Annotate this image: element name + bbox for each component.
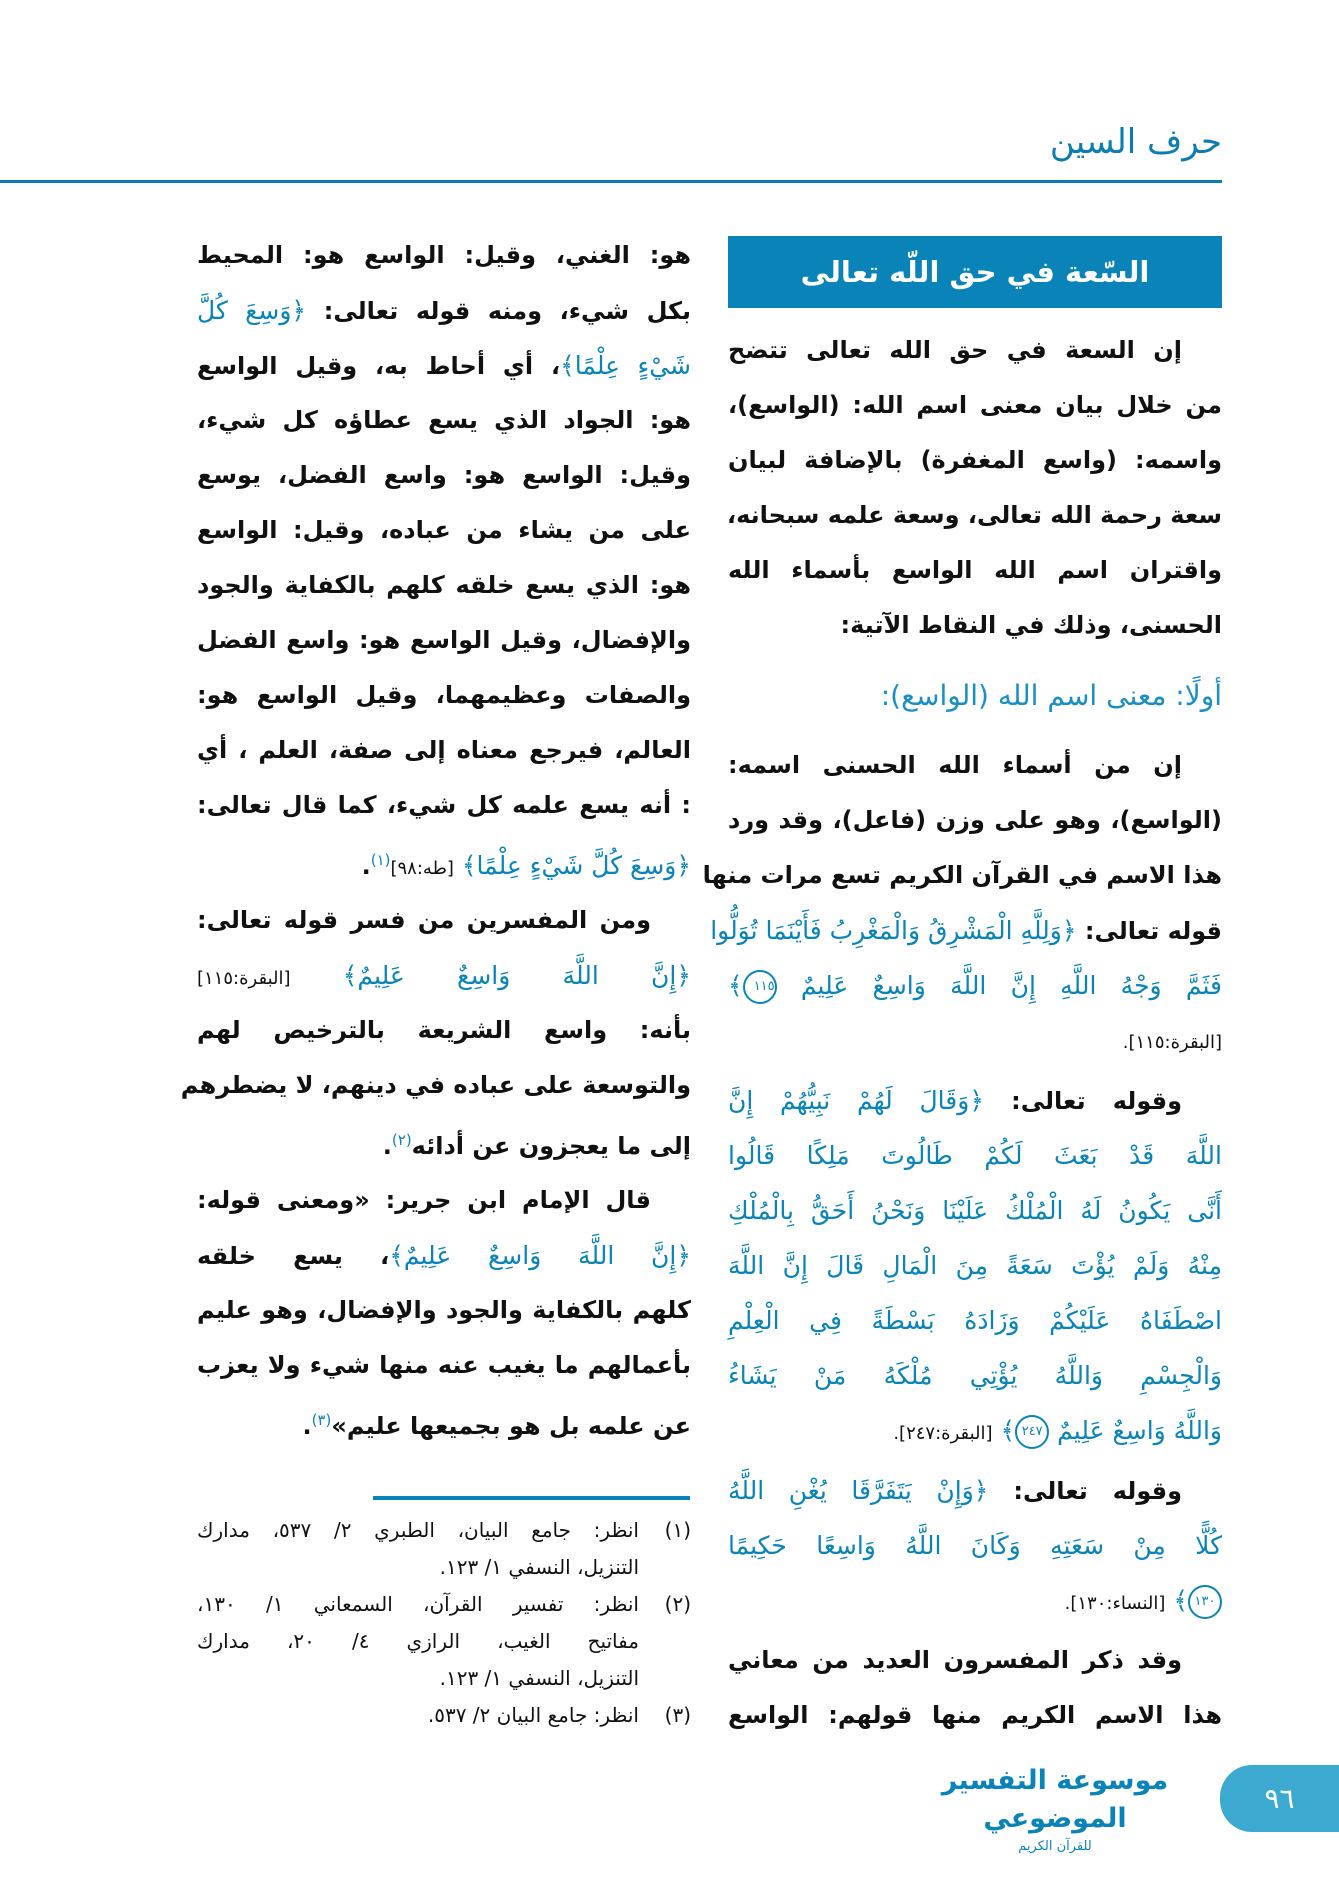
quran-verse: ﴿إِنَّ اللَّهَ وَاسِعٌ عَلِيمٌ﴾ [290,961,691,990]
text-run: . [302,1412,312,1440]
paragraph [702,738,1222,1068]
footnote-divider [373,1496,690,1500]
paragraph [728,323,1222,653]
right-column [702,236,1222,1748]
text-run: . [361,852,371,880]
text-run: وقيل: الواسع هو: واسع الفضل، يوسع [197,461,691,489]
quran-verse: ﴾ [728,971,743,1000]
text-run: وقد ذكر المفسرون العديد من معاني [728,1646,1182,1674]
text-run: هذا الاسم الكريم منها قولهم: الواسع [728,1701,1222,1729]
text-run: والتوسعة على عباده في دينهم، لا يضطرهم [180,1071,691,1099]
text-run: إلى ما يعجزون عن أدائه [411,1132,691,1160]
text-run: واسمه: (واسع المغفرة) بالإضافة لبيان [728,446,1222,474]
paragraph [728,1463,1222,1628]
text-run: . [382,1132,392,1160]
text-line [197,338,691,393]
text-run: ، يسع خلقه [197,1242,390,1270]
text-line [728,793,1222,848]
text-line [197,613,691,668]
text-line [197,833,691,888]
quran-verse: أَنَّى يَكُونُ لَهُ الْمُلْكُ عَلَيْنَا وَنَحْنُ أَحَقُّ بِالْمُلْكِ [728,1196,1222,1225]
verse-reference: [البقرة:٢٤٧]. [893,1423,993,1444]
text-line [197,1338,691,1393]
text-line [728,1518,1222,1573]
text-line [728,323,1222,378]
quran-verse: ﴿إِنَّ اللَّهَ وَاسِعٌ عَلِيمٌ﴾ [389,1241,691,1270]
footnote-line: التنزيل، النسفي ١/ ١٢٣. [439,1666,639,1690]
left-column-body [180,228,692,1448]
section-heading: أولًا: معنى اسم الله (الواسع): [880,679,1222,712]
quran-verse: اصْطَفَاهُ عَلَيْكُمْ وَزَادَهُ بَسْطَةً فِي الْعِلْمِ [728,1306,1222,1335]
text-run: العالم، فيرجع معناه إلى صفة، العلم ، أي [197,736,691,764]
text-run: هو: الذي يسع خلقه كلهم بالكفاية والجود [197,571,691,599]
text-line [728,1293,1222,1348]
text-line [728,1183,1222,1238]
text-line [728,1238,1222,1293]
paragraph [728,1633,1222,1743]
quran-verse: وَالْجِسْمِ وَاللَّهُ يُؤْتِي مُلْكَهُ مَنْ يَشَاءُ [728,1361,1222,1390]
footnotes [197,1512,691,1734]
footnote-line: التنزيل، النسفي ١/ ١٢٣. [439,1555,639,1579]
text-run: كلهم بالكفاية والجود والإفضال، وهو عليم [197,1296,691,1324]
text-line [197,228,691,283]
text-line [728,488,1222,543]
paragraph [728,1073,1222,1458]
text-run: والإفضال، وقيل الواسع هو: واسع الفضل [197,626,691,654]
text-line [728,543,1222,598]
text-line [728,378,1222,433]
quran-verse: شَيْءٍ عِلْمًا﴾ [560,351,692,380]
text-line [197,668,691,723]
text-run: سعة رحمة الله تعالى، وسعة علمه سبحانه، [726,501,1222,529]
quran-verse: ﴿وَسِعَ كُلَّ [197,296,307,325]
verse-reference: [طه:٩٨] [390,858,454,879]
text-run: : أنه يسع علمه كل شيء، كما قال تعالى: [197,791,691,819]
text-line [728,958,1222,1013]
text-line [197,503,691,558]
logo-text: موسوعة التفسير الموضوعي [941,1765,1169,1834]
right-column-body [702,323,1222,1743]
quran-verse: ﴿وَقَالَ لَهُمْ نَبِيُّهُمْ إِنَّ [728,1086,984,1115]
verse-reference: [النساء:١٣٠]. [1064,1593,1166,1614]
text-line [728,1128,1222,1183]
footnote [197,1697,691,1734]
text-line [728,1403,1222,1458]
text-line [197,558,691,613]
text-run: هذا الاسم في القرآن الكريم تسع مرات منها [702,861,1222,889]
text-line [728,1633,1222,1688]
footnote-marker[interactable]: (٣) [311,1411,332,1429]
text-line [197,1393,691,1448]
series-logo [930,1762,1180,1856]
footnote-line: انظر: جامع البيان ٢/ ٥٣٧. [427,1703,639,1727]
footnote-marker[interactable]: (٢) [391,1131,412,1149]
verse-reference: [البقرة:١١٥]. [1122,1032,1222,1053]
text-run: عن علمه بل هو بجميعها عليم» [331,1412,691,1440]
text-line [728,1013,1222,1068]
footnote-line: انظر: تفسير القرآن، السمعاني ١/ ١٣٠، [197,1592,639,1616]
text-line [197,393,691,448]
footnote-marker[interactable]: (١) [370,851,391,869]
page-number: ٩٦ [1264,1782,1295,1815]
text-run: إن السعة في حق الله تعالى تتضح [728,336,1182,364]
text-run: بأعمالهم ما يغيب عنه منها شيء ولا يعزب [197,1351,691,1379]
footnote-line: مفاتيح الغيب، الرازي ٤/ ٢٠، مدارك [197,1629,639,1653]
quran-verse: ﴾ [1165,1586,1188,1615]
quran-verse: ﴿وَإِنْ يَتَفَرَّقَا يُغْنِ اللَّهُ [728,1476,989,1505]
text-run: والصفات وعظيمهما، وقيل الواسع هو: [197,681,691,709]
text-run: بكل شيء، ومنه قوله تعالى: [306,297,691,325]
verse-reference: [البقرة:١١٥] [197,968,291,989]
text-line [728,598,1222,653]
text-line [197,448,691,503]
text-line [180,1058,691,1113]
text-line [728,1463,1222,1518]
quran-verse: ﴾ [992,1416,1016,1445]
text-line [197,1173,691,1228]
text-line [197,1283,691,1338]
quran-verse: كُلًّا مِنْ سَعَتِهِ وَكَانَ اللَّهُ وَاسِعًا حَكِيمًا [728,1531,1222,1560]
section-title: السّعة في حق اللّه تعالى [800,255,1150,289]
text-line [197,1003,691,1058]
text-line [197,1113,691,1168]
text-run: وقوله تعالى: [988,1477,1183,1505]
quran-verse: مِنْهُ وَلَمْ يُؤْتَ سَعَةً مِنَ الْمَالِ قَالَ إِنَّ اللَّهَ [728,1251,1222,1280]
text-run: (الواسع)، وهو على وزن (فاعل)، وقد ورد [728,806,1222,834]
text-line [710,903,1222,958]
paragraph [180,893,691,1168]
text-run: الحسنى، وذلك في النقاط الآتية: [840,611,1222,639]
text-line [728,1073,1222,1128]
footnote [197,1512,691,1586]
text-run: هو: الجواد الذي يسع عطاؤه كل شيء، [197,406,691,434]
ayah-number-icon: ٢٤٧ [1015,1415,1049,1449]
left-column [180,228,692,1453]
text-run: إن من أسماء الله الحسنى اسمه: [728,751,1182,779]
section-title-box [728,236,1222,308]
footnote-line: انظر: جامع البيان، الطبري ٢/ ٥٣٧، مدارك [197,1518,639,1542]
page-number-badge [1220,1765,1339,1832]
footnote [197,1586,691,1697]
text-line [728,1348,1222,1403]
header-divider [0,180,1222,183]
ayah-number-icon: ١١٥ [743,970,777,1004]
chapter-title: حرف السين [1049,122,1222,162]
quran-verse: ﴿وَسِعَ كُلَّ شَيْءٍ عِلْمًا﴾ [453,851,691,880]
paragraph [197,228,691,888]
quran-verse: وَاللَّهُ وَاسِعٌ عَلِيمٌ [1049,1416,1222,1445]
text-line [728,738,1222,793]
text-run: من خلال بيان معنى اسم الله: (الواسع)، [728,391,1222,419]
ayah-number-icon: ١٣٠ [1188,1585,1222,1619]
paragraph [197,1173,691,1448]
text-run: هو: الغني، وقيل: الواسع هو: المحيط [197,241,691,269]
text-line [728,1573,1222,1628]
text-line [197,893,691,948]
text-line [197,723,691,778]
text-run: بأنه: واسع الشريعة بالترخيص لهم [197,1016,691,1044]
text-line [197,283,691,338]
text-run: وقوله تعالى: [983,1087,1182,1115]
text-line [728,1688,1222,1743]
footnote-number: (٢) [664,1592,691,1616]
text-line [728,433,1222,488]
footnote-number: (٣) [664,1703,691,1727]
quran-verse: اللَّهَ قَدْ بَعَثَ لَكُمْ طَالُوتَ مَلِكًا قَالُوا [728,1141,1222,1170]
text-line [197,1228,691,1283]
footnote-number: (١) [664,1518,691,1542]
text-line [702,848,1222,903]
text-run: ، أي أحاط به، وقيل الواسع [197,352,561,380]
quran-verse: فَثَمَّ وَجْهُ اللَّهِ إِنَّ اللَّهَ وَاسِعٌ عَلِيمٌ [776,971,1222,1000]
text-line [197,778,691,833]
text-run: قال الإمام ابن جرير: «ومعنى قوله: [197,1186,651,1214]
quran-verse: ﴿وَلِلَّهِ الْمَشْرِقُ وَالْمَغْرِبُ فَأَيْنَمَا تُوَلُّوا [710,916,1077,945]
text-run: على من يشاء من عباده، وقيل: الواسع [197,516,691,544]
logo-subtext: للقرآن الكريم [1018,1839,1092,1854]
text-run: واقتران اسم الله الواسع بأسماء الله [728,556,1222,584]
text-line [197,948,691,1003]
text-run: ومن المفسرين من فسر قوله تعالى: [197,906,651,934]
text-run: قوله تعالى: [1076,917,1222,945]
